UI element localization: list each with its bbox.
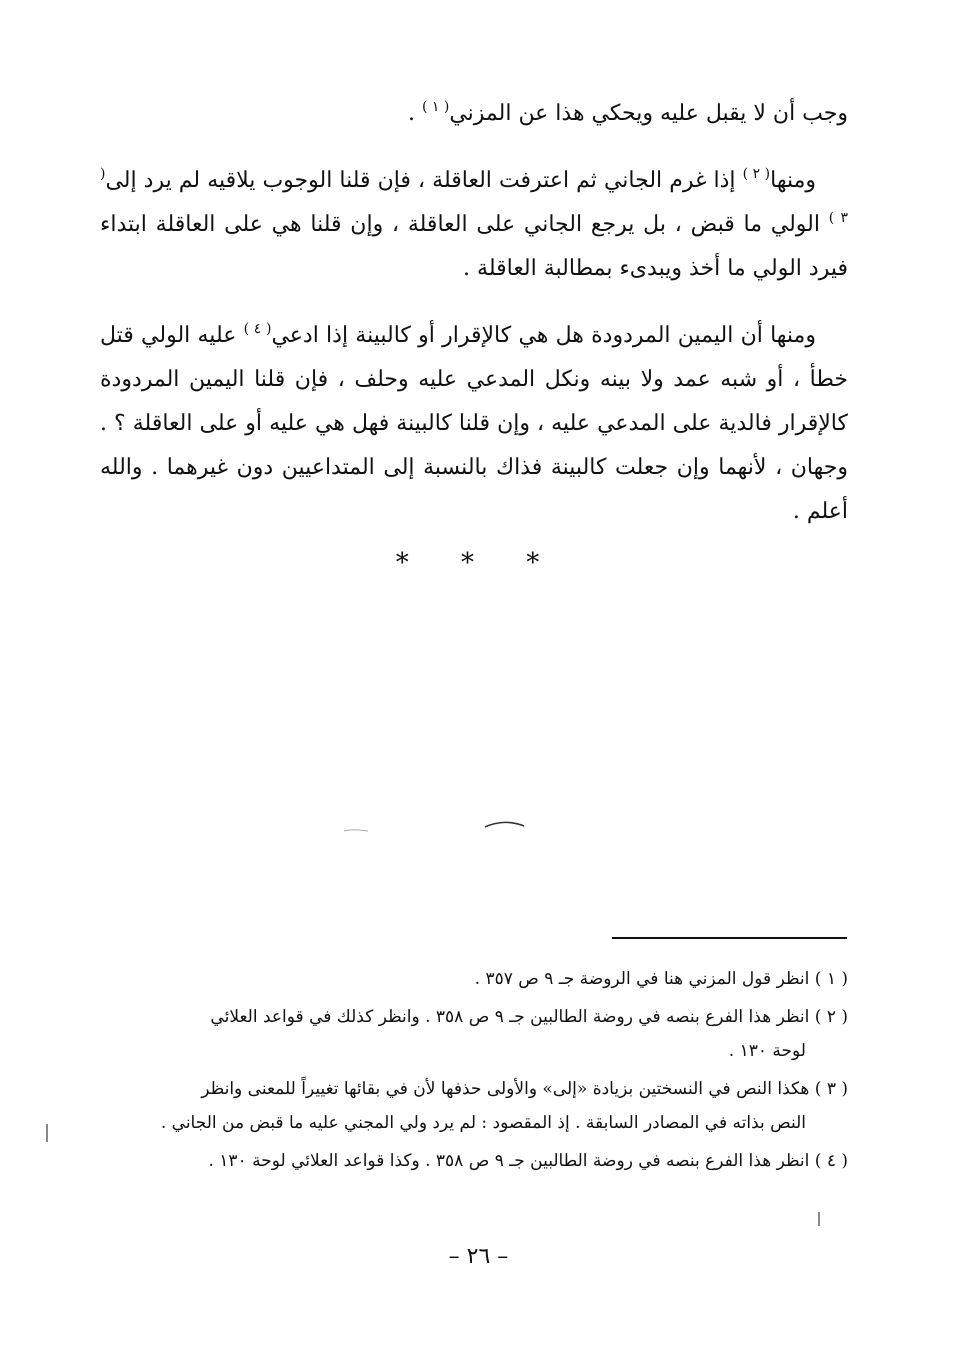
- footnote-ref-2[interactable]: ( ٢ ): [742, 166, 771, 182]
- paragraph-1-tail: .: [407, 101, 422, 126]
- footnote-2: [110, 1000, 848, 1068]
- footnote-continuation: لوحة ١٣٠ .: [728, 1041, 806, 1061]
- footnote-text: انظر هذا الفرع بنصه في روضة الطالبين جـ ٩ ص ٣٥٨ . وكذا قواعد العلائي لوحة ١٣٠ .: [208, 1151, 810, 1171]
- paragraph-2: [100, 159, 848, 291]
- footnote-number: ( ٢ ): [814, 1007, 848, 1027]
- paragraph-1: [100, 92, 848, 136]
- footnote-number: ( ١ ): [814, 969, 848, 989]
- paragraph-2-lead: ومنها: [770, 168, 816, 193]
- paragraph-3-lead: ومنها أن اليمين المردودة هل هي كالإقرار أو كالبينة إذا ادعي: [271, 323, 816, 348]
- paragraph-3: [100, 314, 848, 534]
- main-text: [100, 92, 848, 557]
- section-divider-stars: * * *: [395, 548, 562, 578]
- footnote-text: انظر هذا الفرع بنصه في روضة الطالبين جـ ٩ ص ٣٥٨ . وانظر كذلك في قواعد العلائي: [210, 1007, 810, 1027]
- footnote-number: ( ٤ ): [814, 1151, 848, 1171]
- paragraph-2-rest: الولي ما قبض ، بل يرجع الجاني على العاقلة ، وإن قلنا هي على العاقلة ابتداء فيرد الولي ما أخذ ويبدىء بمطالبة العاقلة .: [100, 212, 848, 281]
- footnote-continuation: النص بذاته في المصادر السابقة . إذ المقصود : لم يرد ولي المجني عليه ما قبض من الجاني .: [160, 1113, 806, 1133]
- footnote-3: [110, 1072, 848, 1140]
- paragraph-1-text: وجب أن لا يقبل عليه ويحكي هذا عن المزني: [449, 101, 848, 126]
- footnote-number: ( ٣ ): [814, 1079, 848, 1099]
- footnote-ref-4[interactable]: ( ٤ ): [243, 321, 272, 337]
- footnote-separator: [612, 937, 847, 939]
- page-number: – ٢٦ –: [448, 1244, 509, 1269]
- footnote-text: انظر قول المزني هنا في الروضة جـ ٩ ص ٣٥٧ .: [474, 969, 810, 989]
- footnote-1: [110, 962, 848, 996]
- scan-mark-left: [46, 1124, 48, 1142]
- paragraph-2-mid: إذا غرم الجاني ثم اعترفت العاقلة ، فإن قلنا الوجوب يلاقيه لم يرد إلى: [105, 168, 743, 193]
- footnote-ref-3[interactable]: ( ٣ ): [100, 166, 848, 226]
- paragraph-3-rest: عليه الولي قتل خطأ ، أو شبه عمد ولا بينه ونكل المدعي عليه وحلف ، فإن قلنا اليمين المردودة كالإقرار فالدية على المدعي عليه ، وإن قلنا كالبينة فهل هي عليه أو على العاقلة ؟ . وجهان ، لأنهما وإن جعلت كالبينة فذاك بالنسبة إلى المتداعيين دون غيرهما . والله أعلم .: [100, 323, 848, 524]
- footnote-text: هكذا النص في النسختين بزيادة «إلى» والأولى حذفها لأن في بقائها تغييراً للمعنى وانظر: [201, 1079, 810, 1099]
- scan-smudge: [340, 818, 530, 842]
- footnote-4: [110, 1144, 848, 1178]
- footnotes: [110, 962, 848, 1182]
- scan-mark-right: [818, 1212, 820, 1226]
- footnote-ref-1[interactable]: ( ١ ): [421, 99, 450, 115]
